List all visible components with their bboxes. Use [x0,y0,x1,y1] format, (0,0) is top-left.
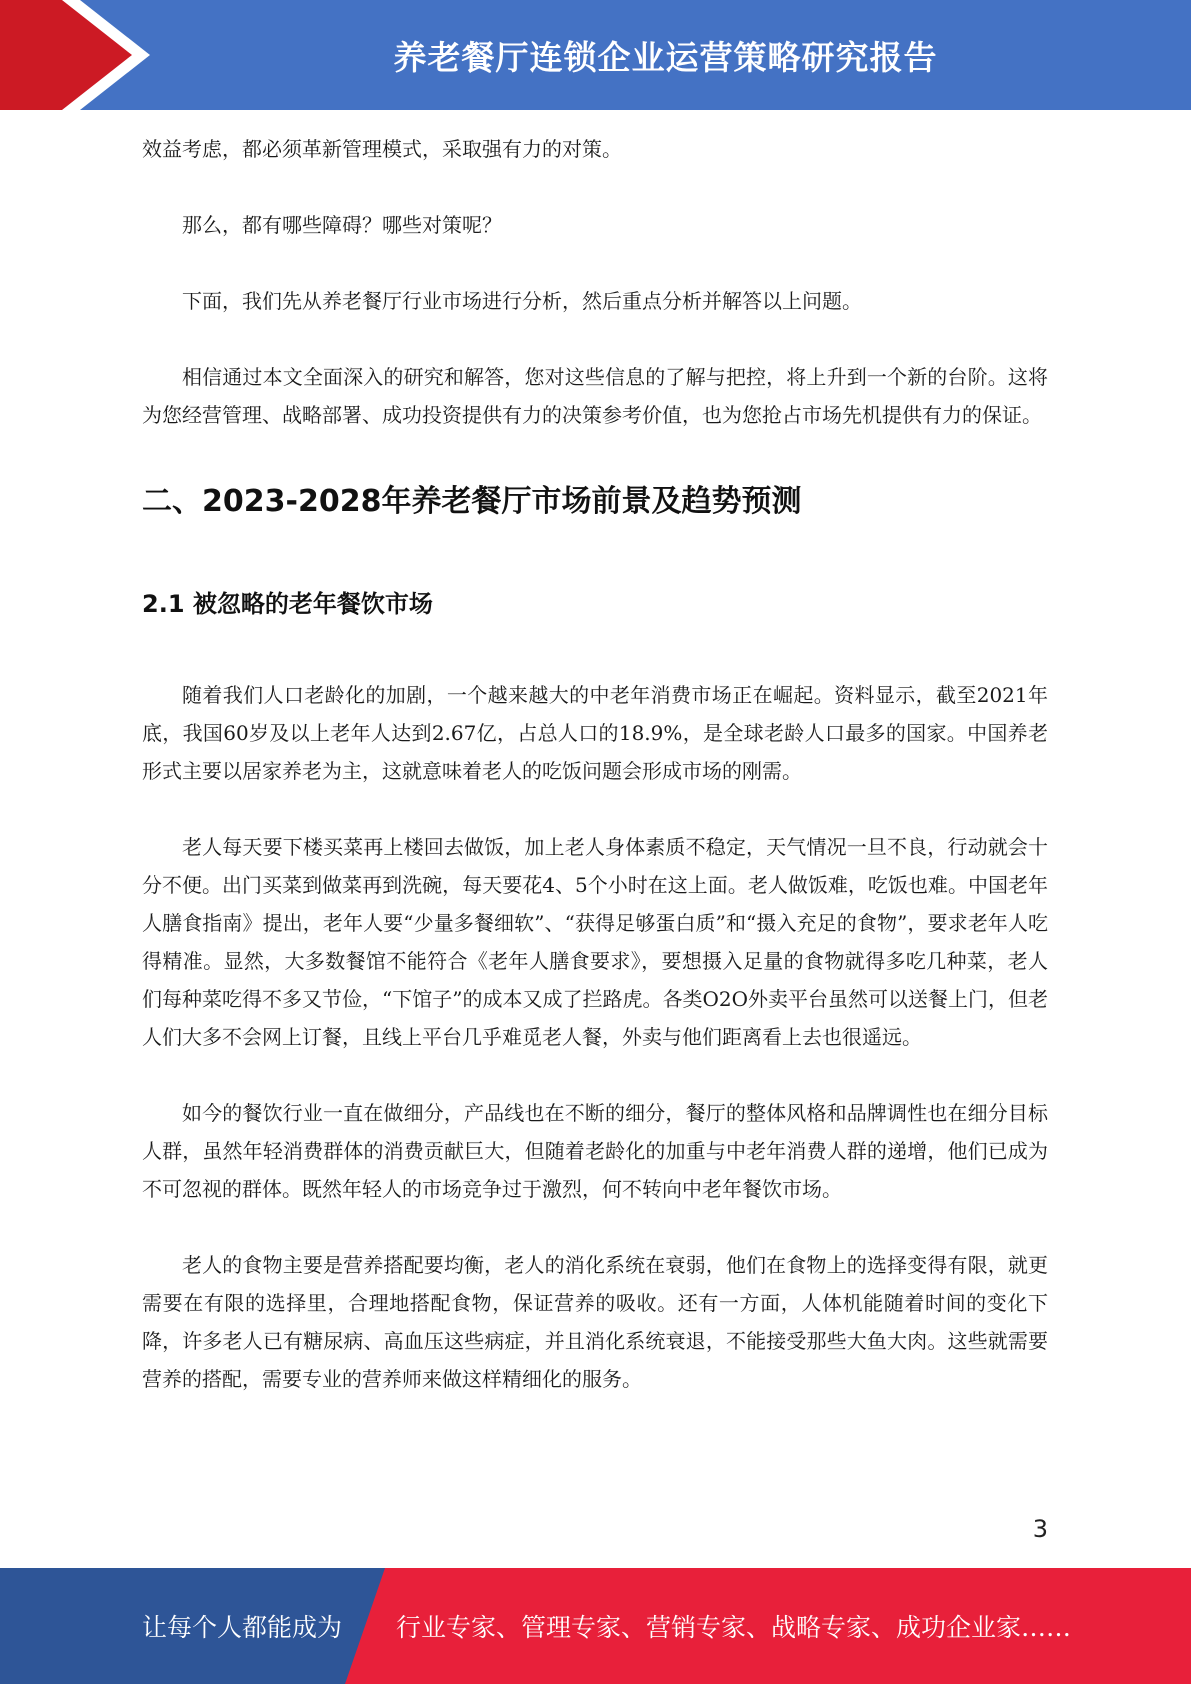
paragraph-2: 那么，都有哪些障碍？哪些对策呢？ [182,213,502,237]
paragraph-8: 老人的食物主要是营养搭配要均衡，老人的消化系统在衰弱，他们在食物上的选择变得有限，就更需要在有限的选择里，合理地搭配食物，保证营养的吸收。还有一方面，人体机能随着时间的变化下降，许多老人已有糖尿病、高血压这些病症，并且消化系统衰退，不能接受那些大鱼大肉。这些就需要营养的搭配，需要专业的营养师来做这样精细化的服务。 [142,1253,1048,1391]
paragraph-4: 相信通过本文全面深入的研究和解答，您对这些信息的了解与把控，将上升到一个新的台阶。这将为您经营管理、战略部署、成功投资提供有力的决策参考价值，也为您抢占市场先机提供有力的保证。 [142,365,1048,427]
footer-slogan-left: 让每个人都能成为 [142,1613,343,1642]
page-number: 3 [1032,1515,1048,1543]
paragraph-5: 随着我们人口老龄化的加剧，一个越来越大的中老年消费市场正在崛起。资料显示，截至2021年底，我国60岁及以上老年人达到2.67亿，占总人口的18.9%，是全球老龄人口最多的国家。中国养老形式主要以居家养老为主，这就意味着老人的吃饭问题会形成市场的刚需。 [142,683,1048,783]
footer-slogan-right: 行业专家、管理专家、营销专家、战略专家、成功企业家…… [396,1613,1072,1642]
page-header [0,0,1191,110]
section-heading: 二、2023-2028年养老餐厅市场前景及趋势预测 [142,484,802,519]
document-body [142,130,1048,1398]
paragraph-7: 如今的餐饮行业一直在做细分，产品线也在不断的细分，餐厅的整体风格和品牌调性也在细分目标人群，虽然年轻消费群体的消费贡献巨大，但随着老龄化的加重与中老年消费人群的递增，他们已成为不可忽视的群体。既然年轻人的市场竞争过于激烈，何不转向中老年餐饮市场。 [142,1101,1048,1201]
header-chevron-decoration [0,0,160,110]
paragraph-3: 下面，我们先从养老餐厅行业市场进行分析，然后重点分析并解答以上问题。 [182,289,862,313]
subsection-heading: 2.1 被忽略的老年餐饮市场 [142,590,433,618]
paragraph-1: 效益考虑，都必须革新管理模式，采取强有力的对策。 [142,137,622,161]
report-title: 养老餐厅连锁企业运营策略研究报告 [393,37,938,77]
paragraph-6: 老人每天要下楼买菜再上楼回去做饭，加上老人身体素质不稳定，天气情况一旦不良，行动就会十分不便。出门买菜到做菜再到洗碗，每天要花4、5个小时在这上面。老人做饭难，吃饭也难。中国老年人膳食指南》提出，老年人要“少量多餐细软”、“获得足够蛋白质”和“摄入充足的食物”，要求老年人吃得精准。显然，大多数餐馆不能符合《老年人膳食要求》，要想摄入足量的食物就得多吃几种菜，老人们每种菜吃得不多又节俭，“下馆子”的成本又成了拦路虎。各类O2O外卖平台虽然可以送餐上门，但老人们大多不会网上订餐，且线上平台几乎难觅老人餐，外卖与他们距离看上去也很遥远。 [142,835,1048,1049]
page-footer [0,1568,1191,1684]
